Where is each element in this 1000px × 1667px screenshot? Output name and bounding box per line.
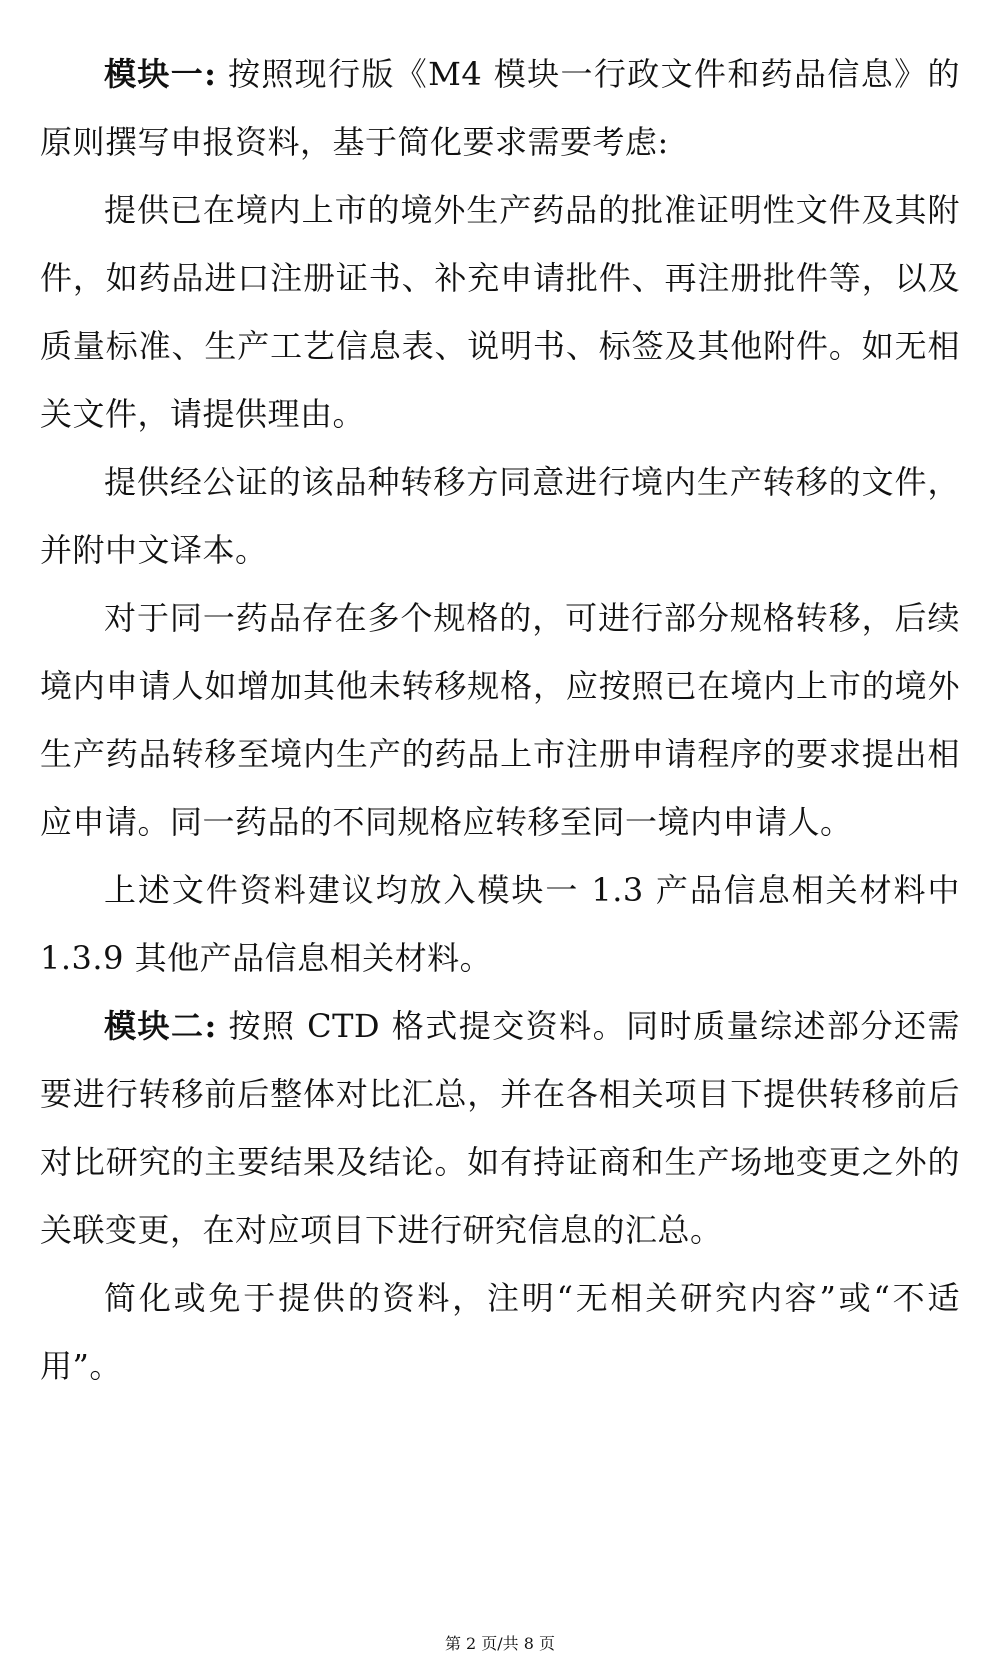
paragraph-text: 对于同一药品存在多个规格的，可进行部分规格转移，后续境内申请人如增加其他未转移规格，应按照已在境内上市的境外生产药品转移至境内生产的药品上市注册申请程序的要求提出相应申请。同一药品的不同规格应转移至同一境内申请人。 <box>40 599 960 841</box>
page-number-footer: 第 2 页/共 8 页 <box>444 1634 556 1653</box>
paragraph-text: 提供已在境内上市的境外生产药品的批准证明性文件及其附件，如药品进口注册证书、补充申请批件、再注册批件等，以及质量标准、生产工艺信息表、说明书、标签及其他附件。如无相关文件，请提供理由。 <box>40 191 960 433</box>
document-body <box>40 40 960 1400</box>
paragraph-notarized-consent <box>40 448 960 584</box>
paragraph-text: 上述文件资料建议均放入模块一 1.3 产品信息相关材料中 1.3.9 其他产品信息相关材料。 <box>40 871 960 977</box>
paragraph-text: 按照 CTD 格式提交资料。同时质量综述部分还需要进行转移前后整体对比汇总，并在各相关项目下提供转移前后对比研究的主要结果及结论。如有持证商和生产场地变更之外的关联变更，在对应项目下进行研究信息的汇总。 <box>40 1007 960 1249</box>
module-two-heading: 模块二: <box>104 1007 217 1045</box>
paragraph-text: 简化或免于提供的资料，注明“无相关研究内容”或“不适用”。 <box>40 1279 960 1385</box>
paragraph-text: 提供经公证的该品种转移方同意进行境内生产转移的文件，并附中文译本。 <box>40 463 960 569</box>
paragraph-multiple-strengths <box>40 584 960 856</box>
paragraph-module-two <box>40 992 960 1264</box>
paragraph-placement <box>40 856 960 992</box>
paragraph-simplified-materials <box>40 1264 960 1400</box>
paragraph-module-one <box>40 40 960 176</box>
module-one-heading: 模块一: <box>104 55 217 93</box>
paragraph-text: 按照现行版《M4 模块一行政文件和药品信息》的原则撰写申报资料，基于简化要求需要考虑: <box>40 55 960 161</box>
paragraph-approval-documents <box>40 176 960 448</box>
